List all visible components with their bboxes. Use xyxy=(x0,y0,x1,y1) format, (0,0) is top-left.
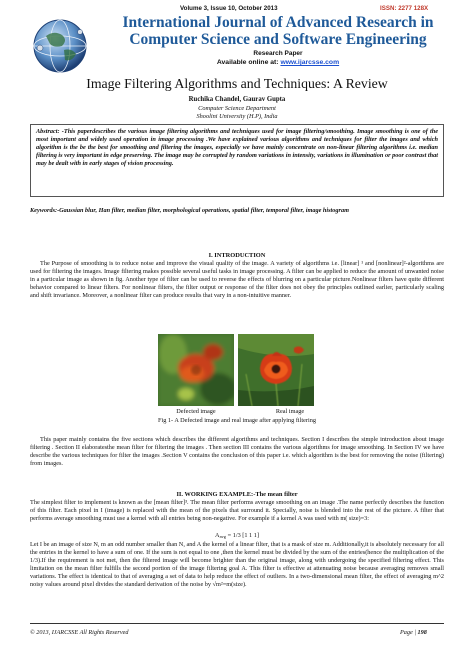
real-image xyxy=(238,334,314,406)
formula-lhs: A xyxy=(215,532,220,539)
footer-page-label: Page | xyxy=(400,629,418,636)
section-1-paragraph-1-text: The Purpose of smoothing is to reduce noise and improve the visual quality of the image. A variety of algorithms i.e. [linear] ¹ and [nonlinear]²-algorithms are used for filtering the images. Image filtering makes possible several useful tasks in image processing. A filter can be applied to reduce the amount of unwanted noise in a particular image as shown in fig. Another type of filter can be used to reverse the effects of blurring on a particular picture.Nonlinear filters have quite different behavior compared to linear filters. For nonlinear filters, the filter output or response of the filter does not obey the principles outlined earlier, particularly scaling and shift invariance. Moreover, a nonlinear filter can produce results that vary in a non-intuitive manner. xyxy=(30,260,444,300)
volume-info: Volume 3, Issue 10, October 2013 xyxy=(180,5,278,12)
journal-name-line1: International Journal of Advanced Research in xyxy=(122,14,434,31)
section-2-paragraph-2 xyxy=(30,541,444,590)
section-2-paragraph-1 xyxy=(30,499,444,523)
defected-image xyxy=(158,334,234,406)
keywords-text: Gaussian blur, Han filter, median filter, morphological operations, spatial filter, temporal filter, image histogram xyxy=(59,207,349,214)
keywords-label: Keywords:- xyxy=(30,207,60,214)
footer-page-number: 198 xyxy=(417,629,427,636)
footer-divider xyxy=(30,623,444,624)
formula-subscript: avg xyxy=(219,534,227,539)
abstract-label: Abstract: xyxy=(36,128,62,135)
figure-caption-right: Real image xyxy=(275,408,305,415)
section-1-paragraph-2 xyxy=(30,436,444,468)
issn: ISSN: 2277 128X xyxy=(380,5,429,12)
affiliation-department: Computer Science Department xyxy=(198,105,276,112)
figure-caption-left: Defected image xyxy=(176,408,216,415)
section-2-paragraph-1-text: The simplest filter to implement is known as the [mean filter]³. The mean filter performs average smoothing on an image .The name perfectly describes the function of this filter. Each pixel in I (image) is replaced with the mean of the pixels that surround it. Specially, noise is blended into the rest of the picture. A filter that performs average smoothing must use a kernel with all entries being non-negative. For example if a kernel A was used with m( size)=3: xyxy=(30,499,444,523)
affiliation-university: Shoolini University (H.P), India xyxy=(196,113,278,120)
journal-name xyxy=(98,14,458,48)
section-2-paragraph-2-text: Let I be an image of size N, m an odd number smaller than N, and A the kernel of a linear filter, that is a mask of size m. Additionally,it is absolutely necessary for all the entries in the kernel to have a sum of one. If the sum is not equal to one ,then the kernel must be divided by the sum of the entries(hence the multiplication of the 1/3).If the requirement is not met, then the filtered image will become brighter than the original image, along with undergoing the specified filtering effect. This limitation on the mean filter fulfills the second portion of the image filtering goal A. This filter is effective at attenuating noise because averaging removes small variations. The effect is identical to that of averaging a set of data to help reduce the effect of outliers. In a two-dimensional mean filter, the effect of averaging m^2 noisy values around pixel divides the standard derivation of the noise by √m²=m(size). xyxy=(30,541,444,589)
footer-page xyxy=(400,629,427,636)
journal-logo-icon xyxy=(32,18,88,74)
paper-title: Image Filtering Algorithms and Techniques: A Review xyxy=(86,76,388,91)
journal-name-line2: Computer Science and Software Engineering xyxy=(129,31,427,48)
keywords xyxy=(30,207,444,215)
footer-copyright: © 2013, IJARCSSE All Rights Reserved xyxy=(30,629,129,636)
abstract-box xyxy=(30,124,444,197)
section-1-paragraph-2-text: This paper mainly contains the five sections which describes the different algorithms and techniques. Section I describes the simple introduction about image filtering . Section II elaboratesthe mean filter for filtering the images . Then section III contains the various algorithms for image smoothing. In Section IV we have describe the various techniques for filter the images .Section V contains the conclusion of this paper i.e. which algorithm is the best for removing the noise (filtering) from images. xyxy=(30,436,444,468)
mean-filter-formula xyxy=(30,532,444,539)
paper-type: Research Paper xyxy=(253,50,303,57)
figure-1-caption: Fig 1- A Defected image and real image after applying filtering xyxy=(158,417,316,424)
available-prefix: Available online at: xyxy=(216,59,281,66)
section-2-heading: II. WORKING EXAMPLE:-The mean filter xyxy=(176,491,298,498)
formula-rhs: = 1/3 [1 1 1] xyxy=(226,532,259,539)
journal-url-link[interactable]: www.ijarcsse.com xyxy=(280,59,340,66)
paper-authors: Ruchika Chandel, Gaurav Gupta xyxy=(188,96,286,103)
available-online xyxy=(98,59,458,66)
section-1-paragraph-1 xyxy=(30,260,444,300)
section-1-heading: I. INTRODUCTION xyxy=(208,252,266,259)
abstract-text: -This paperdescribes the various image filtering algorithms and techniques used for image filtering/smoothing. Image smoothing is one of the most important and widely used operation in image processing .We have explained various algorithms and techniques for filter the images and which algorithm is the be the best for smoothing and filtering the images, especially we have mainly concentrate on non-linear filtering algorithms i.e. median filtering is very important in edge preserving. The image may be corrupted by random variations in intensity, variations in illumination or poor contrast that may be dealt with in early stages of vision processing. xyxy=(36,128,438,168)
